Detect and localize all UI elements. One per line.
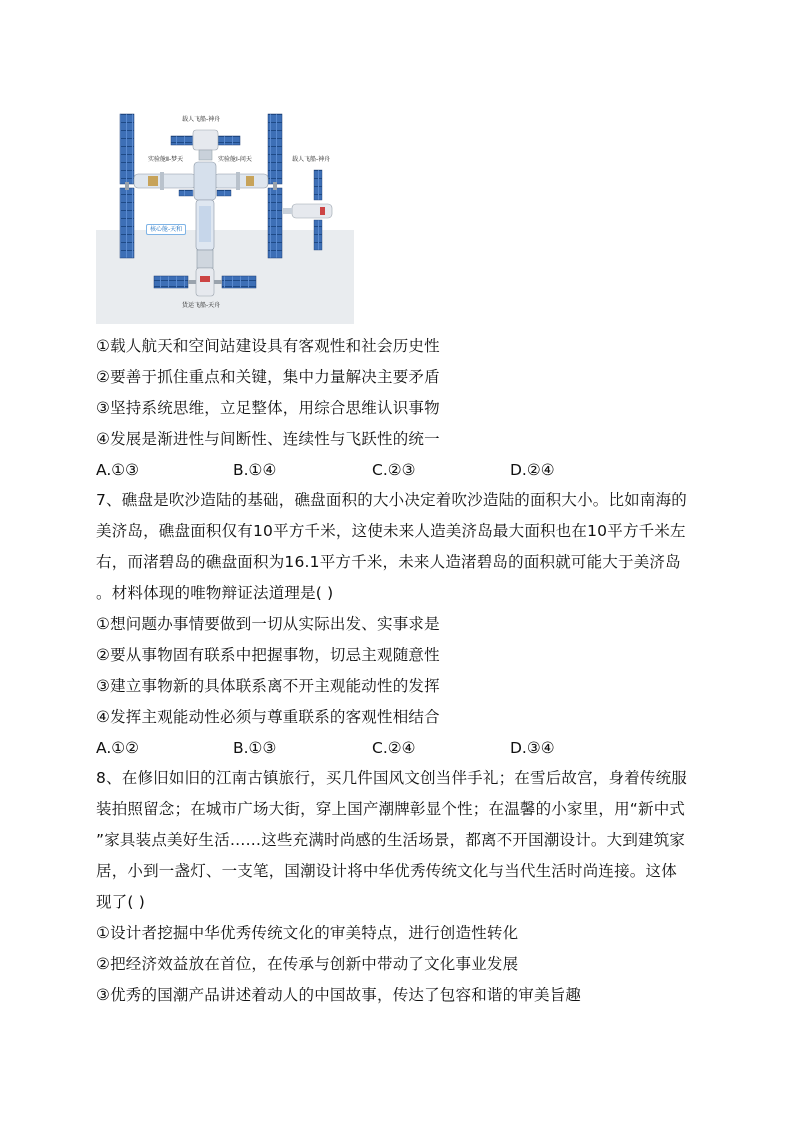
label-lab-module-2: 实验舱Ⅱ-梦天 bbox=[148, 156, 184, 163]
q8-stem-line-5: 现了( ) bbox=[96, 893, 146, 911]
q6-option-c: C.②③ bbox=[372, 461, 416, 479]
right-crew-ship bbox=[282, 170, 332, 250]
q8-stem-line-3: ”家具装点美好生活……这些充满时尚感的生活场景，都离不开国潮设计。大到建筑家 bbox=[96, 831, 686, 849]
q7-statement-4: ④发挥主观能动性必须与尊重联系的客观性相结合 bbox=[96, 708, 440, 726]
q6-statement-1: ①载人航天和空间站建设具有客观性和社会历史性 bbox=[96, 337, 440, 355]
space-station-figure bbox=[96, 106, 354, 324]
core-module bbox=[194, 162, 216, 268]
q8-stem-line-4: 居，小到一盏灯、一支笔，国潮设计将中华优秀传统文化与当代生活时尚连接。这体 bbox=[96, 862, 677, 880]
core-solar-left bbox=[179, 190, 193, 196]
q6-statement-3: ③坚持系统思维，立足整体，用综合思维认识事物 bbox=[96, 399, 440, 417]
q7-stem-line-3: 右，而渚碧岛的礁盘面积为16.1平方千米，未来人造渚碧岛的面积就可能大于美济岛 bbox=[96, 553, 681, 571]
q6-option-b: B.①④ bbox=[233, 461, 277, 479]
q6-option-d: D.②④ bbox=[510, 461, 555, 479]
q8-statement-1: ①设计者挖掘中华优秀传统文化的审美特点，进行创造性转化 bbox=[96, 924, 519, 942]
q7-option-c: C.②④ bbox=[372, 739, 416, 757]
q6-option-a: A.①③ bbox=[96, 461, 140, 479]
label-core-module: 核心舱-天和 bbox=[146, 224, 186, 235]
q7-stem-line-1: 7、礁盘是吹沙造陆的基础，礁盘面积的大小决定着吹沙造陆的面积大小。比如南海的 bbox=[96, 491, 687, 509]
q7-option-d: D.③④ bbox=[510, 739, 555, 757]
q8-stem-line-1: 8、在修旧如旧的江南古镇旅行，买几件国风文创当伴手礼；在雪后故宫，身着传统服 bbox=[96, 769, 687, 787]
label-lab-module-1: 实验舱Ⅰ-问天 bbox=[218, 156, 252, 163]
label-crew-ship-right: 载人飞船-神舟 bbox=[292, 156, 331, 163]
q8-statement-3: ③优秀的国潮产品讲述着动人的中国故事，传达了包容和谐的审美旨趣 bbox=[96, 986, 582, 1004]
q7-option-b: B.①③ bbox=[233, 739, 277, 757]
q6-statement-2: ②要善于抓住重点和关键，集中力量解决主要矛盾 bbox=[96, 368, 440, 386]
space-station-diagram bbox=[96, 106, 354, 324]
q7-statement-3: ③建立事物新的具体联系离不开主观能动性的发挥 bbox=[96, 677, 440, 695]
label-cargo-ship: 货运飞船-天舟 bbox=[182, 302, 221, 309]
left-solar-array bbox=[120, 114, 134, 258]
core-solar-right bbox=[217, 190, 231, 196]
cargo-ship bbox=[154, 268, 256, 296]
q7-statement-1: ①想问题办事情要做到一切从实际出发、实事求是 bbox=[96, 615, 440, 633]
right-solar-array bbox=[268, 114, 282, 258]
q7-stem-line-4: 。材料体现的唯物辩证法道理是( ) bbox=[96, 584, 334, 602]
q7-stem-line-2: 美济岛，礁盘面积仅有10平方千米，这使未来人造美济岛最大面积也在10平方千米左 bbox=[96, 522, 686, 540]
q7-option-a: A.①② bbox=[96, 739, 140, 757]
q8-statement-2: ②把经济效益放在首位，在传承与创新中带动了文化事业发展 bbox=[96, 955, 519, 973]
q8-stem-line-2: 装拍照留念；在城市广场大街，穿上国产潮牌彰显个性；在温馨的小家里，用“新中式 bbox=[96, 800, 686, 818]
label-crew-ship-top: 载人飞船-神舟 bbox=[182, 116, 221, 123]
q6-statement-4: ④发展是渐进性与间断性、连续性与飞跃性的统一 bbox=[96, 430, 440, 448]
q7-statement-2: ②要从事物固有联系中把握事物，切忌主观随意性 bbox=[96, 646, 440, 664]
